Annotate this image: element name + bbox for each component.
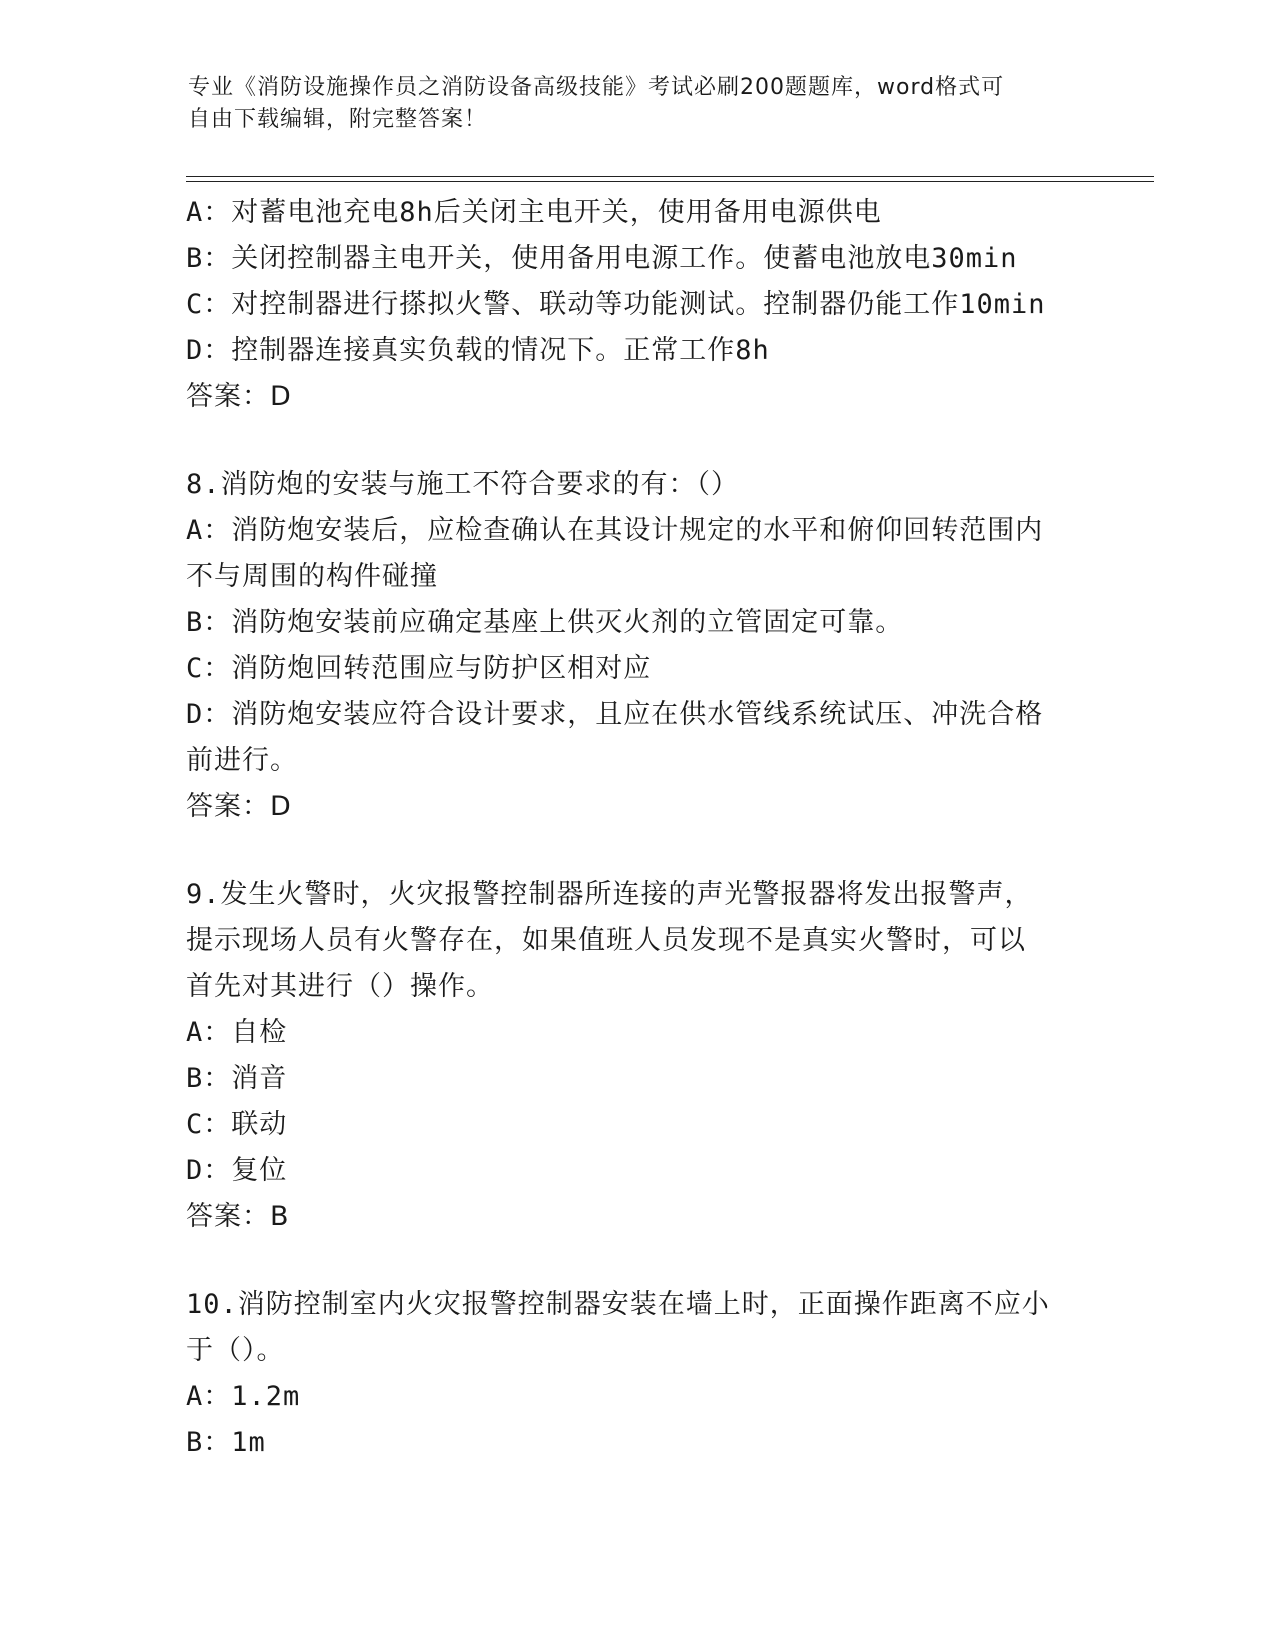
- q8-option-a-line-1: A：消防炮安装后，应检查确认在其设计规定的水平和俯仰回转范围内: [186, 515, 1044, 546]
- q9-answer: 答案：B: [186, 1201, 290, 1232]
- header-line-1: 专业《消防设施操作员之消防设备高级技能》考试必刷200题题库，word格式可: [188, 75, 1005, 100]
- q7-option-c: C：对控制器进行搽拟火警、联动等功能测试。控制器仍能工作10min: [186, 289, 1046, 320]
- q9-option-b: B：消音: [186, 1063, 288, 1094]
- q7-answer: 答案：D: [186, 381, 292, 412]
- question-8: [186, 462, 1086, 830]
- q10-stem-line-1: 10.消防控制室内火灾报警控制器安装在墙上时，正面操作距离不应小: [186, 1289, 1050, 1320]
- q10-stem-line-2: 于（）。: [186, 1335, 285, 1366]
- question-content: [186, 190, 1086, 1466]
- q9-option-c: C：联动: [186, 1109, 288, 1140]
- q8-option-c: C：消防炮回转范围应与防护区相对应: [186, 653, 652, 684]
- header-divider-top: [186, 176, 1154, 177]
- question-9: [186, 872, 1086, 1240]
- q10-option-a: A：1.2m: [186, 1381, 301, 1412]
- q8-option-b: B：消防炮安装前应确定基座上供灭火剂的立管固定可靠。: [186, 607, 904, 638]
- q10-option-b: B：1m: [186, 1427, 266, 1458]
- q8-option-a-line-2: 不与周围的构件碰撞: [186, 561, 438, 592]
- q8-option-d-line-1: D：消防炮安装应符合设计要求，且应在供水管线系统试压、冲洗合格: [186, 699, 1044, 730]
- q9-option-d: D：复位: [186, 1155, 288, 1186]
- question-10: [186, 1282, 1086, 1466]
- q8-answer: 答案：D: [186, 791, 292, 822]
- q7-option-a: A：对蓄电池充电8h后关闭主电开关，使用备用电源供电: [186, 197, 882, 228]
- question-7-options: [186, 190, 1086, 420]
- q7-option-b: B：关闭控制器主电开关，使用备用电源工作。使蓄电池放电30min: [186, 243, 1018, 274]
- q8-option-d-line-2: 前进行。: [186, 745, 298, 776]
- q7-option-d: D：控制器连接真实负载的情况下。正常工作8h: [186, 335, 770, 366]
- q8-stem: 8.消防炮的安装与施工不符合要求的有：（）: [186, 469, 740, 500]
- q9-stem-line-1: 9.发生火警时，火灾报警控制器所连接的声光警报器将发出报警声，: [186, 879, 1033, 910]
- document-header: [188, 72, 1068, 136]
- q9-option-a: A：自检: [186, 1017, 288, 1048]
- q9-stem-line-3: 首先对其进行（）操作。: [186, 971, 494, 1002]
- header-line-2: 自由下载编辑，附完整答案！: [188, 107, 488, 132]
- q9-stem-line-2: 提示现场人员有火警存在，如果值班人员发现不是真实火警时，可以: [186, 925, 1026, 956]
- header-divider-bottom: [186, 181, 1154, 182]
